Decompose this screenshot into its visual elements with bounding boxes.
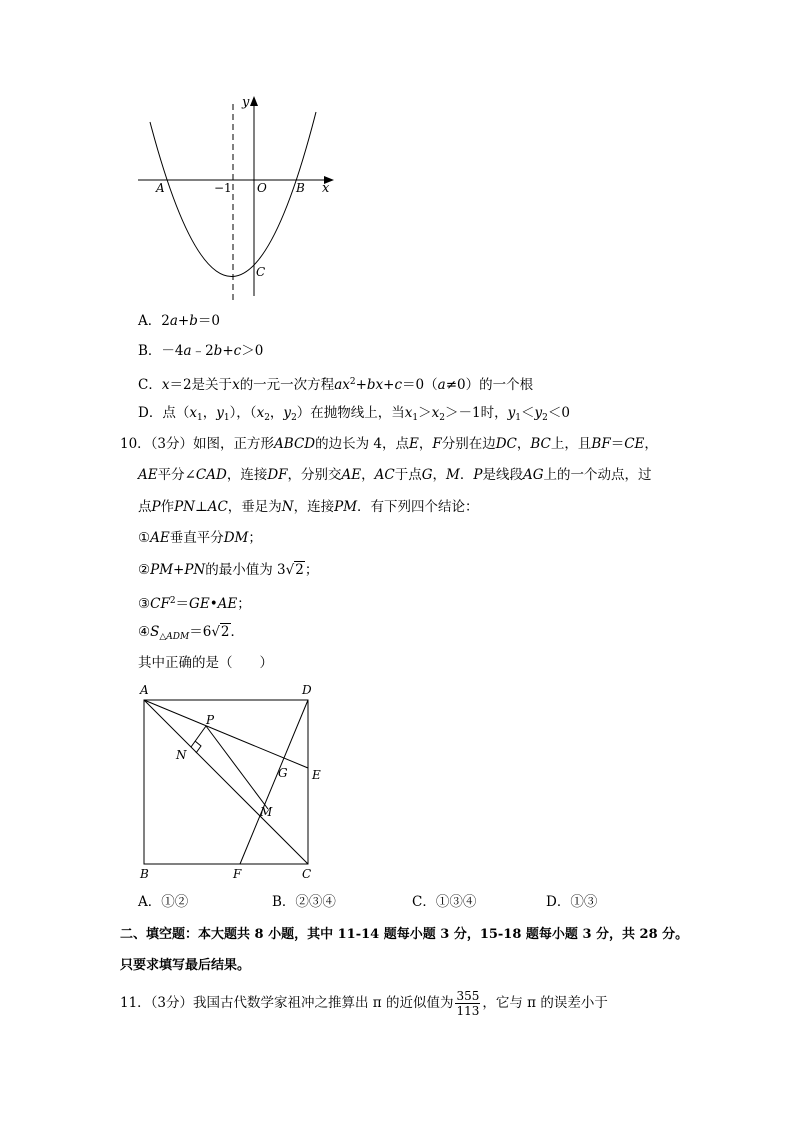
label-b: B (140, 867, 149, 881)
q10-option-a[interactable]: A．①② (138, 894, 189, 910)
sqrt-symbol: √2 (211, 624, 230, 640)
label-x: x (322, 181, 330, 196)
parabola-figure (130, 88, 345, 304)
q9-option-c[interactable]: C．x＝2是关于x的一元一次方程$ax^2+bx+c=0(a\ne 0)$的一个根 (138, 377, 534, 393)
label-a: A (156, 181, 165, 195)
label-g: G (278, 766, 288, 780)
q10-question: 其中正确的是（ ） (138, 655, 273, 671)
label-e: E (312, 768, 321, 782)
q11-text: 11．（3分）我国古代数学家祖冲之推算出 π 的近似值为 $\frac{355}{113}$ ，它与 π 的误差小于 (120, 989, 608, 1018)
q10-conclusion-3: $③CF^2=GE•AE$； (138, 596, 251, 612)
q10-option-b[interactable]: B．②③④ (272, 894, 336, 910)
section-2-heading: 二、填空题：本大题共 8 小题，其中 11-14 题每小题 3 分，15-18 题每小题 3 分，共 28 分。 (120, 927, 689, 942)
q10-line-1: 10．（3分）如图，正方形ABCD的边长为 4，点E，F分别在边DC，BC上，且BF＝CE， (120, 436, 658, 452)
q10-option-d[interactable]: D．①③ (546, 894, 598, 910)
square-figure (130, 680, 330, 884)
q9-option-d[interactable]: D．点（$x_1$，$y_1$），（$x_2$，$y_2$）在抛物线上，当$x_1>x_2>-1$时，$y_1<y_2<0$ (138, 405, 570, 423)
label-f: F (233, 867, 242, 881)
label-n: N (176, 748, 187, 762)
q9-option-a[interactable]: A．2a+b＝0 (138, 313, 220, 329)
q10-option-c[interactable]: C．①③④ (412, 894, 477, 910)
y-axis-arrow-icon (250, 96, 258, 106)
segment-ac (144, 700, 308, 864)
q10-conclusion-4: $④S_{\triangle ADM}=6√2$． (138, 624, 245, 642)
label-neg-one: −1 (214, 181, 232, 195)
label-b: B (296, 181, 305, 195)
segment-ae (144, 700, 308, 768)
label-c: C (302, 867, 312, 881)
q9-option-b[interactable]: B．－4a﹣2b+c＞0 (138, 343, 264, 359)
q10-conclusion-1: ①AE垂直平分DM； (138, 530, 262, 546)
section-2-instruction: 只要求填写最后结果。 (120, 958, 251, 973)
q10-conclusion-2: ②PM+PN的最小值为 3√2； (138, 562, 319, 578)
sqrt-symbol: √2 (285, 562, 304, 578)
label-p: P (206, 713, 215, 727)
label-d: D (302, 683, 312, 697)
label-y: y (242, 95, 250, 110)
fraction-355-113: $\frac{355}{113}$ (456, 989, 480, 1018)
label-m: M (260, 805, 273, 819)
label-origin: O (257, 181, 267, 195)
segment-df (240, 700, 308, 864)
q10-line-2: AE平分∠CAD，连接DF，分别交AE，AC于点G，M．P是线段AG上的一个动点，过 (138, 467, 652, 483)
q10-line-3: 点P作PN⊥AC，垂足为N，连接PM．有下列四个结论： (138, 499, 479, 515)
label-c: C (256, 265, 266, 279)
label-a: A (140, 683, 149, 697)
